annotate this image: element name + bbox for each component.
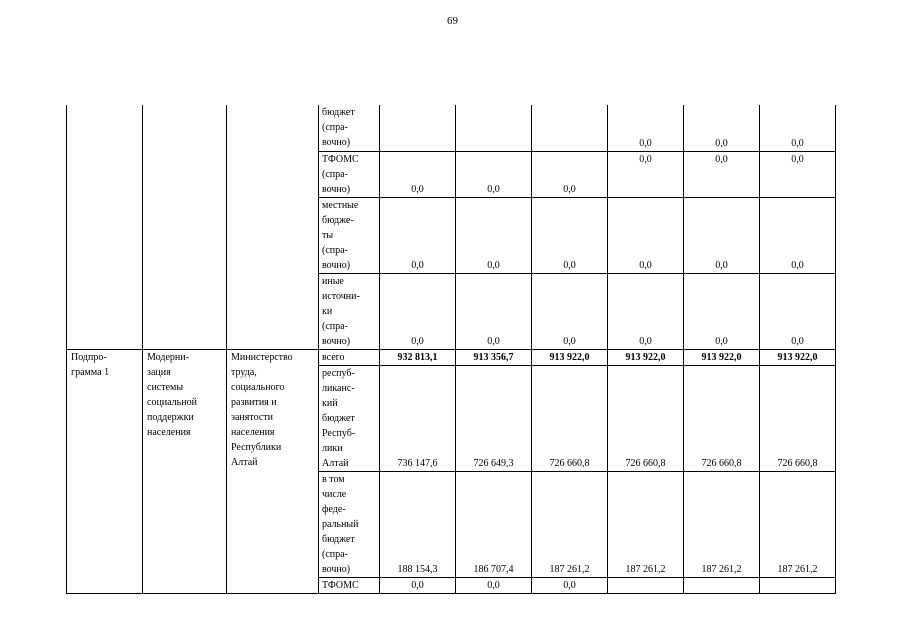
value-cell: 187 261,2 [760, 471, 836, 577]
value-cell: 0,0 [760, 197, 836, 273]
value-cell: 0,0 [532, 273, 608, 349]
value-cell: 726 660,8 [608, 365, 684, 471]
value-cell: 726 660,8 [760, 365, 836, 471]
value-cell: 0,0 [608, 105, 684, 151]
funding-source: иные источни- ки (спра- вочно) [319, 273, 380, 349]
total-value-cell: 913 922,0 [532, 349, 608, 365]
value-cell: 0,0 [684, 197, 760, 273]
value-cell [684, 577, 760, 593]
value-cell: 0,0 [456, 577, 532, 593]
subprogram-executor: Министерство труда, социального развития и занятости населения Республики Алтай [227, 349, 319, 593]
funding-source: в том числе феде- ральный бюджет (спра- вочно) [319, 471, 380, 577]
value-cell [380, 105, 456, 151]
value-cell: 0,0 [760, 151, 836, 197]
subprogram-title: Модерни- зация системы социальной поддержки населения [143, 349, 227, 593]
value-cell [456, 105, 532, 151]
value-cell: 188 154,3 [380, 471, 456, 577]
value-cell: 0,0 [608, 273, 684, 349]
funding-source: местные бюдже- ты (спра- вочно) [319, 197, 380, 273]
subprogram-name: Подпро- грамма 1 [67, 349, 143, 593]
value-cell: 0,0 [456, 197, 532, 273]
total-value-cell: 913 922,0 [608, 349, 684, 365]
funding-source: бюджет (спра- вочно) [319, 105, 380, 151]
value-cell: 0,0 [684, 151, 760, 197]
value-cell: 736 147,6 [380, 365, 456, 471]
value-cell: 0,0 [456, 273, 532, 349]
value-cell: 0,0 [532, 197, 608, 273]
funding-source: ТФОМС [319, 577, 380, 593]
value-cell: 0,0 [608, 197, 684, 273]
total-value-cell: 932 813,1 [380, 349, 456, 365]
value-cell: 726 660,8 [532, 365, 608, 471]
value-cell: 726 649,3 [456, 365, 532, 471]
value-cell: 0,0 [684, 273, 760, 349]
value-cell: 187 261,2 [608, 471, 684, 577]
empty-title-cell [143, 105, 227, 349]
table-row [67, 105, 836, 151]
total-value-cell: 913 356,7 [456, 349, 532, 365]
value-cell: 726 660,8 [684, 365, 760, 471]
empty-executor-cell [227, 105, 319, 349]
value-cell: 187 261,2 [684, 471, 760, 577]
empty-subprogram-cell [67, 105, 143, 349]
value-cell: 186 707,4 [456, 471, 532, 577]
budget-table [66, 105, 836, 594]
value-cell: 0,0 [380, 577, 456, 593]
value-cell: 0,0 [456, 151, 532, 197]
total-value-cell: 913 922,0 [760, 349, 836, 365]
total-value-cell: 913 922,0 [684, 349, 760, 365]
value-cell [608, 577, 684, 593]
value-cell: 0,0 [760, 273, 836, 349]
value-cell: 0,0 [532, 151, 608, 197]
value-cell: 0,0 [760, 105, 836, 151]
funding-source: респуб- ликанс- кий бюджет Респуб- лики Алтай [319, 365, 380, 471]
funding-source: всего [319, 349, 380, 365]
value-cell: 0,0 [608, 151, 684, 197]
table-row [67, 349, 836, 365]
value-cell: 0,0 [532, 577, 608, 593]
value-cell: 0,0 [380, 197, 456, 273]
value-cell: 0,0 [684, 105, 760, 151]
value-cell [760, 577, 836, 593]
value-cell [532, 105, 608, 151]
value-cell: 187 261,2 [532, 471, 608, 577]
value-cell: 0,0 [380, 151, 456, 197]
page-number: 69 [447, 15, 458, 27]
funding-source: ТФОМС (спра- вочно) [319, 151, 380, 197]
value-cell: 0,0 [380, 273, 456, 349]
